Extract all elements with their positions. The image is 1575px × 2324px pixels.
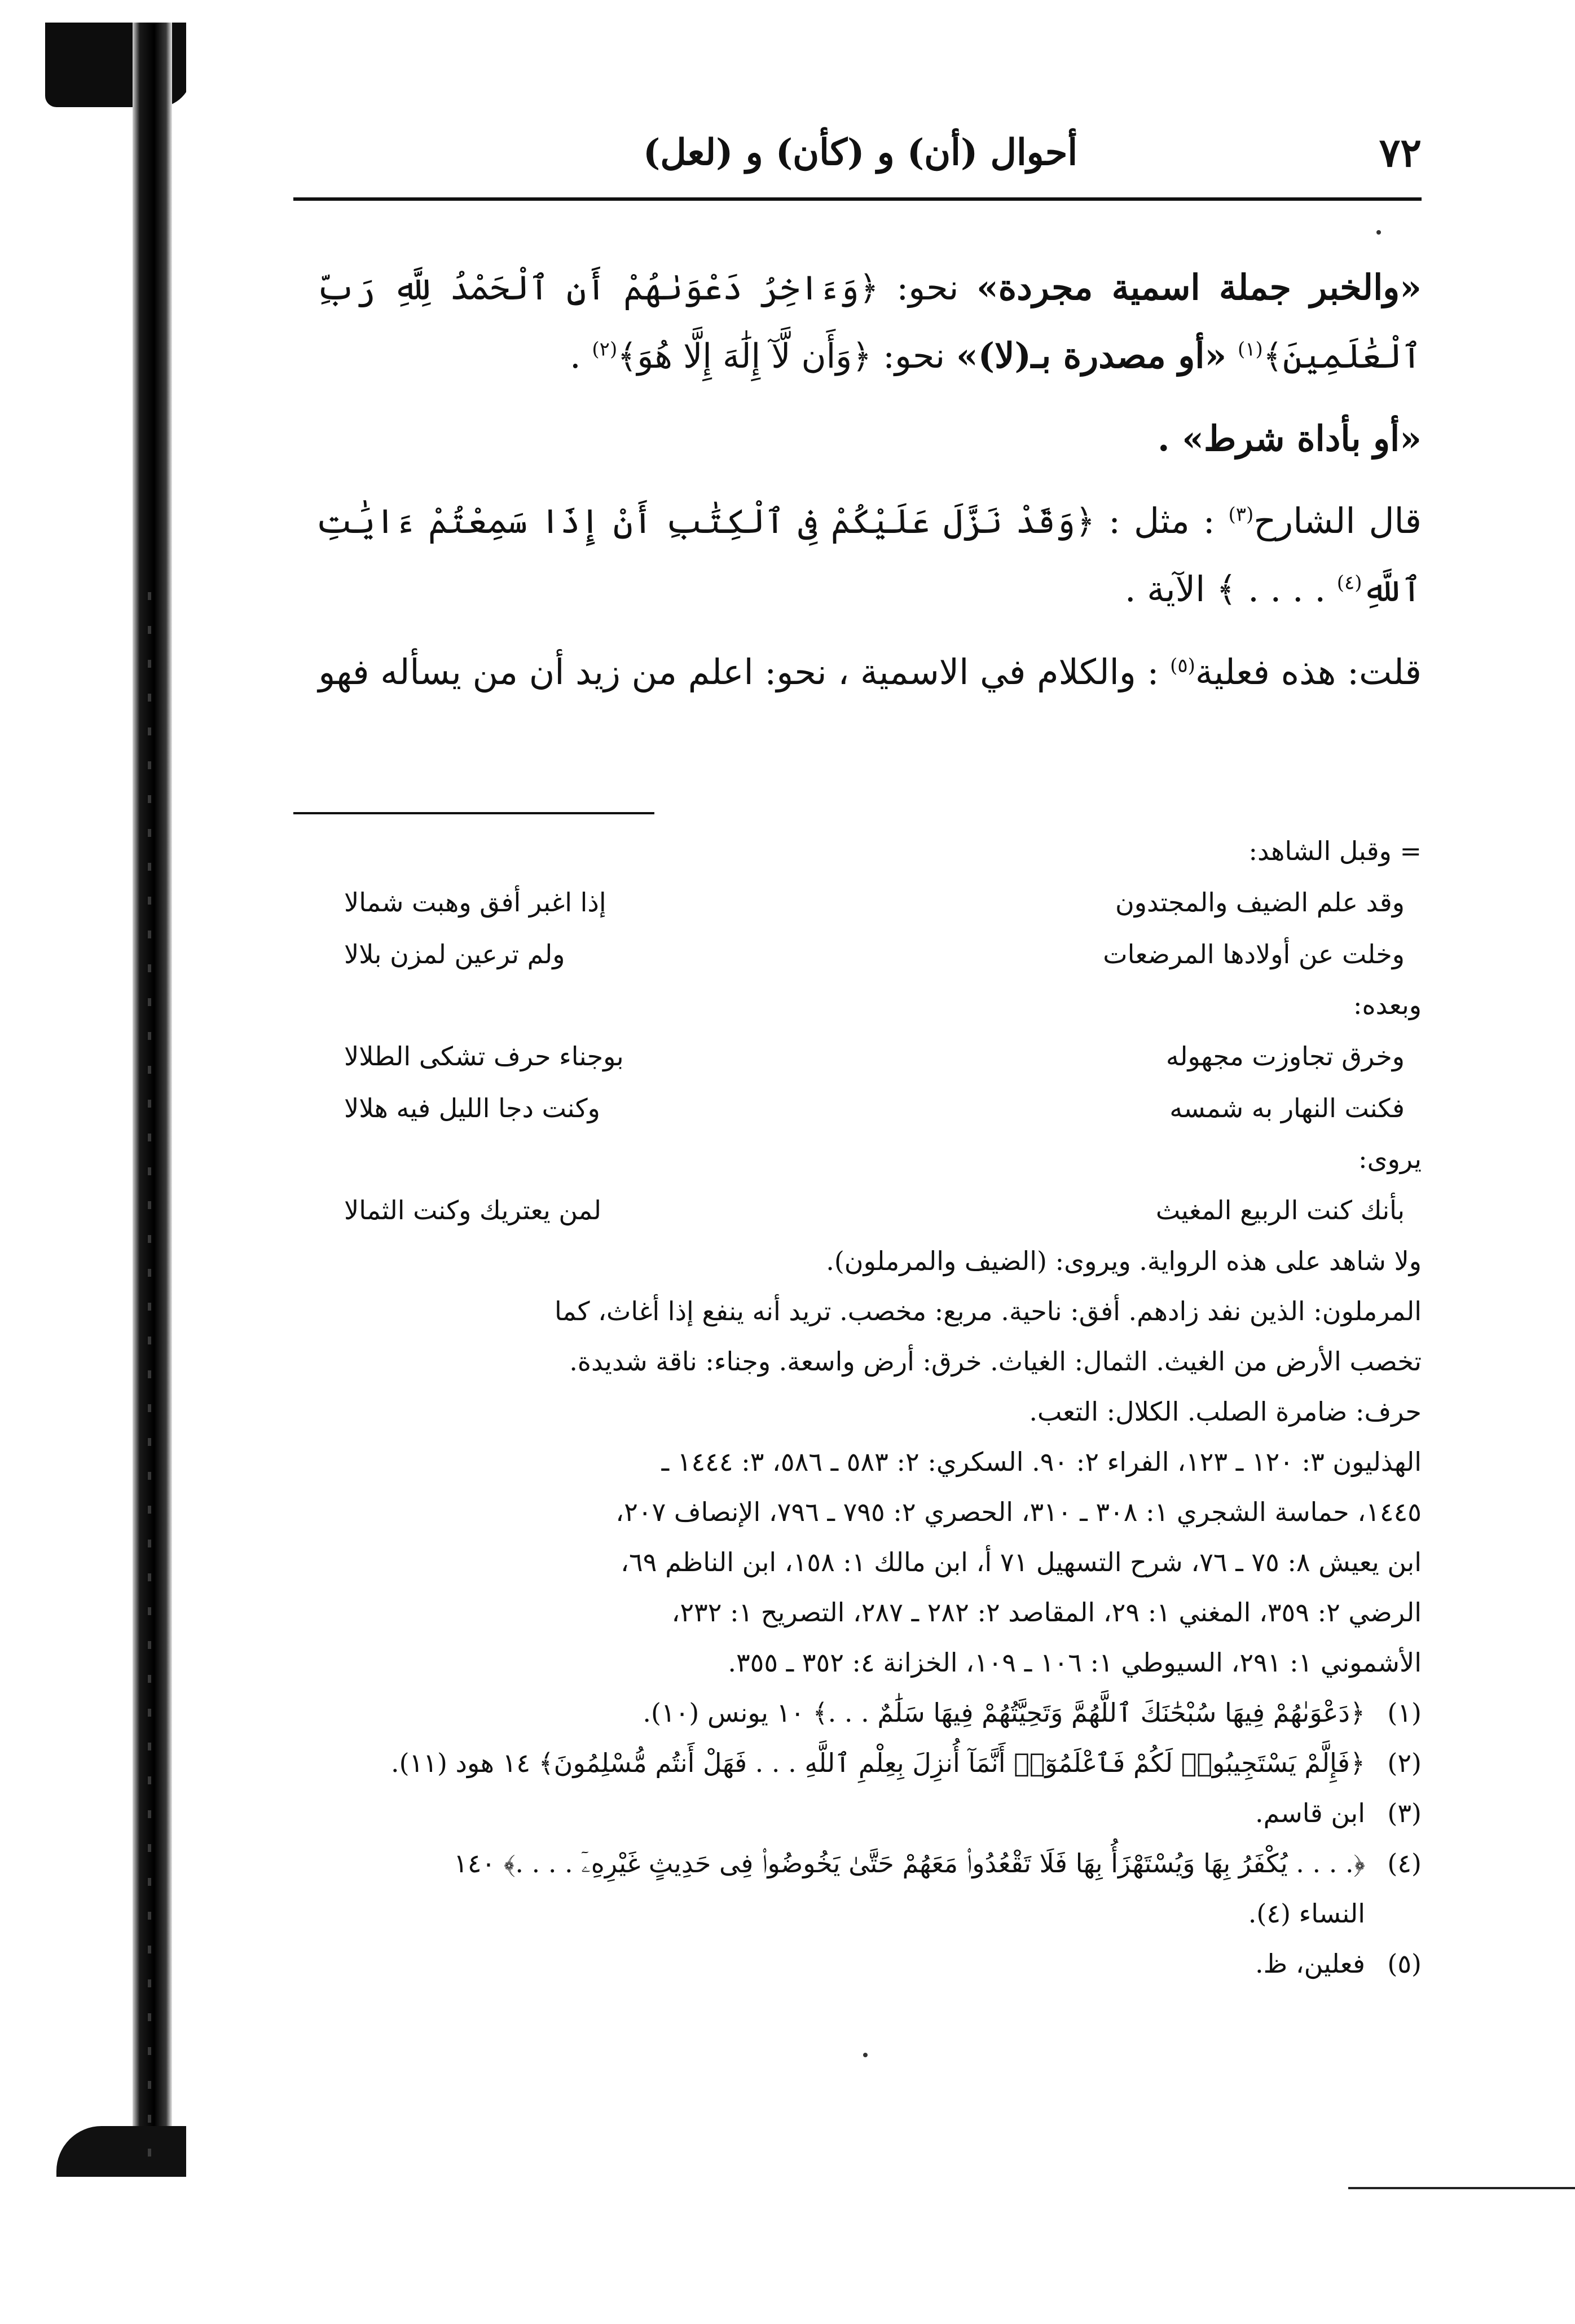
note-line: الأشموني ١: ٢٩١، السيوطي ١: ١٠٦ ـ ١٠٩، الخزانة ٤: ٣٥٢ ـ ٣٥٥.	[728, 1647, 1422, 1678]
text: : مثل :	[1095, 500, 1229, 541]
verse-line	[344, 928, 1405, 980]
scan-speck	[1376, 230, 1381, 235]
footnote-spacer	[1365, 1889, 1422, 1939]
footnote-text: ﴿فَإِلَّمْ يَسْتَجِيبُوا۟ لَكُمْ فَٱعْلَمُوٓا۟ أَنَّمَآ أُنزِلَ بِعِلْمِ ٱللَّهِ . . . فَهَلْ أَنتُم مُّسْلِمُونَ﴾ ١٤ هود (١١).	[390, 1748, 1365, 1778]
book-spine-shadow	[0, 0, 186, 2324]
note-line: الرضي ٢: ٣٥٩، المغني ١: ٢٩، المقاصد ٢: ٢٨٢ ـ ٢٨٧، التصريح ١: ٢٣٢،	[671, 1597, 1422, 1628]
hemistich-right: وخرق تجاوزت مجهوله	[1165, 1041, 1405, 1071]
bold-phrase: «أو بأداة شرط» .	[1158, 418, 1422, 459]
footnote-number: (٣)	[1387, 1798, 1422, 1828]
text: قال الشارح	[1253, 500, 1422, 541]
hemistich-left: إذا اغبر أفق وهبت شمالا	[344, 887, 606, 918]
verse-line	[344, 1030, 1405, 1082]
footnote-marker: (٣)	[1228, 503, 1254, 526]
note-intro: = وقبل الشاهد:	[1248, 836, 1422, 866]
note-line: ولا شاهد على هذه الرواية. ويروى: (الضيف والمرملون).	[826, 1246, 1422, 1276]
footnote-text: فعلين، ظ.	[1255, 1948, 1365, 1979]
bold-phrase: «والخبر جملة اسمية مجردة»	[976, 267, 1422, 308]
scan-speck	[863, 2053, 868, 2057]
binding-bar	[133, 23, 172, 2166]
note-line: حرف: ضامرة الصلب. الكلال: التعب.	[1029, 1396, 1422, 1427]
footnote-number: (٢)	[1387, 1748, 1422, 1778]
scan-edge-line	[1348, 2187, 1575, 2189]
footnote-number: (٥)	[1387, 1948, 1422, 1979]
hemistich-left: بوجناء حرف تشكى الطلالا	[344, 1041, 624, 1071]
footnote-text: ابن قاسم.	[1255, 1798, 1365, 1828]
footnote-number: (٤)	[1387, 1848, 1422, 1878]
book-page	[293, 102, 1422, 2267]
paragraph-4	[316, 638, 1422, 706]
hemistich-left: ولم ترعين لمزن بلالا	[344, 939, 565, 969]
text: نحو:	[872, 335, 956, 376]
note-line: ابن يعيش ٨: ٧٥ ـ ٧٦، شرح التسهيل ٧١ أ، ابن مالك ١: ١٥٨، ابن الناظم ٦٩،	[621, 1547, 1422, 1577]
hemistich-right: وقد علم الضيف والمجتدون	[1115, 887, 1405, 918]
quran-quote: ﴿وَأَن لَّآ إِلَٰهَ إِلَّا هُوَ﴾	[617, 337, 872, 376]
footnote-marker: (٥)	[1170, 654, 1195, 677]
text: : والكلام في الاسمية ، نحو: اعلم من زيد أن من يسأله فهو	[318, 651, 1171, 693]
footnote-number: (١)	[1387, 1697, 1422, 1728]
text: قلت: هذه فعلية	[1195, 651, 1422, 693]
hemistich-left: وكنت دجا الليل فيه هلالا	[344, 1093, 600, 1123]
note-label: يروى:	[1358, 1144, 1422, 1174]
footnote-text: ﴿. . . . يُكْفَرُ بِهَا وَيُسْتَهْزَأُ بِهَا فَلَا تَقْعُدُوا۟ مَعَهُمْ حَتَّىٰ يَخُوضُوا۟ فِى حَدِيثٍ غَيْرِهِۦٓ . . . .﴾ ١٤٠	[454, 1848, 1365, 1878]
scan-edge-marks	[148, 592, 151, 2171]
quran-quote: ﴿وَءَاخِرُ دَعْوَىٰهُمْ أَنِ ٱلْحَمْدُ لِلَّهِ رَبِّ ٱلْعَٰلَمِينَ﴾	[316, 268, 1422, 376]
footnotes	[316, 826, 1422, 1989]
verse-line	[344, 1082, 1405, 1134]
footnote-marker: (١)	[1237, 338, 1263, 361]
quran-quote: ﴿وَقَدْ نَزَّلَ عَلَيْكُمْ فِى ٱلْكِتَٰبِ أَنْ إِذَا سَمِعْتُمْ ءَايَٰتِ ٱللَّهِ	[316, 502, 1422, 610]
note-line: ١٤٤٥، حماسة الشجري ١: ٣٠٨ ـ ٣١٠، الحصري ٢: ٧٩٥ ـ ٧٩٦، الإنصاف ٢٠٧،	[615, 1497, 1422, 1527]
page-header	[293, 113, 1422, 192]
hemistich-right: بأنك كنت الربيع المغيث	[1155, 1195, 1405, 1225]
paragraph-1	[316, 254, 1422, 390]
main-text	[316, 254, 1422, 721]
footnote-marker: (٤)	[1336, 571, 1362, 594]
footnote-rule	[293, 812, 654, 814]
hemistich-right: فكنت النهار به شمسه	[1169, 1093, 1405, 1123]
footnote-text: النساء (٤).	[1248, 1898, 1365, 1929]
text: . . . . ﴾ الآية .	[1124, 568, 1337, 610]
footnote-text: ﴿دَعْوَىٰهُمْ فِيهَا سُبْحَٰنَكَ ٱللَّهُمَّ وَتَحِيَّتُهُمْ فِيهَا سَلَٰمٌ . . .﴾ ١٠ يونس (١٠).	[643, 1697, 1365, 1728]
note-line: الهذليون ٣: ١٢٠ ـ ١٢٣، الفراء ٢: ٩٠. السكري: ٢: ٥٨٣ ـ ٥٨٦، ٣: ١٤٤٤ ـ	[661, 1447, 1422, 1477]
hemistich-left: لمن يعتريك وكنت الثمالا	[344, 1195, 602, 1225]
paragraph-2	[316, 405, 1422, 473]
text: .	[569, 335, 592, 376]
footnote-1	[316, 1688, 1422, 1738]
note-line: تخصب الأرض من الغيث. الثمال: الغياث. خرق: أرض واسعة. وجناء: ناقة شديدة.	[569, 1346, 1422, 1377]
note-line: المرملون: الذين نفد زادهم. أفق: ناحية. مربع: مخصب. تريد أنه ينفع إذا أغاث، كما	[555, 1296, 1422, 1326]
footnote-4-cont	[316, 1889, 1422, 1939]
footnote-4	[316, 1838, 1422, 1889]
footnote-2	[316, 1738, 1422, 1788]
footnote-marker: (٢)	[592, 338, 618, 361]
footnote-5	[316, 1939, 1422, 1989]
text: نحو:	[878, 267, 977, 308]
page-number: ٧٢	[1379, 129, 1422, 176]
scan-blot-bottom	[56, 2126, 186, 2177]
header-rule	[293, 197, 1422, 201]
verse-line	[344, 876, 1405, 928]
footnote-3	[316, 1788, 1422, 1838]
hemistich-right: وخلت عن أولادها المرضعات	[1103, 939, 1405, 969]
paragraph-3	[316, 487, 1422, 624]
bold-phrase: «أو مصدرة بـ(لا)»	[956, 335, 1227, 376]
running-title: أحوال (أن) و (كأن) و (لعل)	[643, 131, 1078, 174]
verse-line	[344, 1184, 1405, 1236]
note-label: وبعده:	[1353, 990, 1422, 1020]
